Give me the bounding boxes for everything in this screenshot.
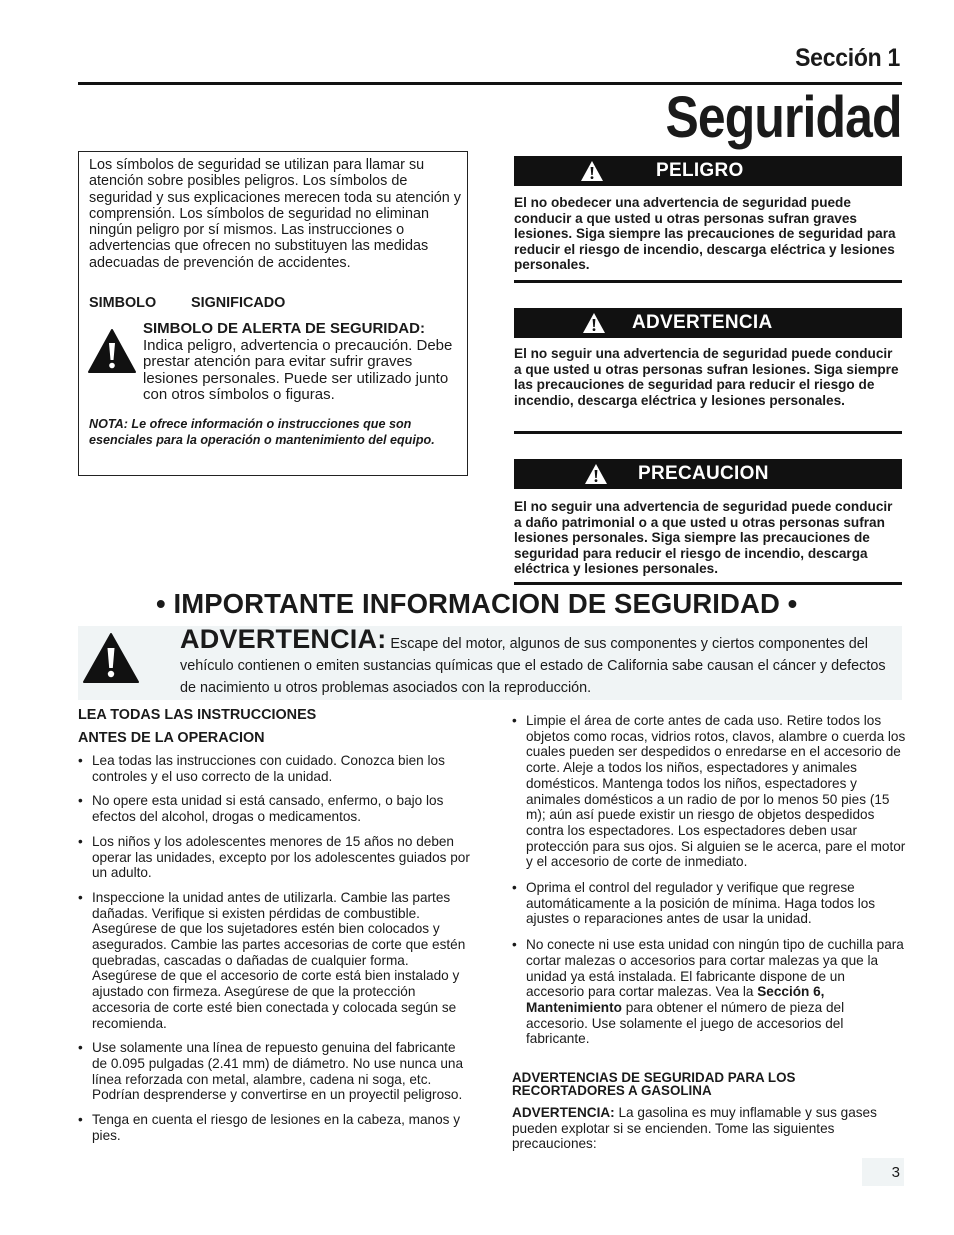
safety-alert-icon [82,632,140,684]
signal-rule [514,280,902,283]
signal-description: El no obedecer una advertencia de seguridad puede conducir a que usted u otras personas sufran graves lesiones. Siga siempre las precauciones de seguridad para reducir el riesgo de incendio, descarga eléctrica y lesiones personales. [514,195,896,273]
signal-description: El no seguir una advertencia de seguridad puede conducir a daño patrimonial o a que usted u otras personas sufran lesiones personales. Siga siempre las precauciones de seguridad para reducir el riesgo de incendio, descarga eléctrica y lesiones personales. [514,499,893,577]
page-number: 3 [862,1158,904,1186]
symbols-note: NOTA: Le ofrece información o instrucciones que son esenciales para la operación o mantenimiento del equipo. [89,417,435,447]
operation-safety-list [78,753,470,1152]
list-item: • Use solamente una línea de repuesto genuina del fabricante de 0.095 pulgadas (2.41 mm) de diámetro. No use nunca una línea reforzada con metal, alambre, cadena ni soga, etc. Podrían desprenderse y convertirse en un proyectil peligroso. [78,1040,470,1103]
warning-triangle-icon [584,463,608,485]
list-item: • No opere esta unidad si está cansado, enfermo, o bajo los efectos del alcohol, drogas o medicamentos. [78,793,470,824]
gasoline-warnings-heading: ADVERTENCIAS DE SEGURIDAD PARA LOS RECORTADORES A GASOLINA [512,1070,796,1099]
signal-bar [514,308,902,338]
california-warning [180,624,904,699]
list-item [512,937,906,1047]
gasoline-warning [512,1105,904,1152]
list-item-text: para obtener el número de pieza del accesorio. Use solamente el juego de accesorios del fabricante. [526,999,845,1047]
read-instructions-heading: LEA TODAS LAS INSTRUCCIONES [78,707,317,723]
important-safety-title: • IMPORTANTE INFORMACION DE SEGURIDAD • [156,588,798,619]
section-label: Sección 1 [795,44,900,72]
warning-text: Escape del motor, algunos de sus componentes y ciertos componentes del vehículo contienen o emiten sustancias químicas que el estado de California sabe causan el cáncer y defectos de nacimiento u otros problemas asociados con la reproducción. [180,636,886,696]
list-item: • Oprima el control del regulador y verifique que regrese automáticamente a la posición de mínima. Haga todos los ajustes o reparaciones antes de usar la unidad. [512,880,906,927]
signal-word: PELIGRO [656,160,744,181]
symbol-column-header: SIMBOLO [89,295,157,311]
list-item: • Inspeccione la unidad antes de utilizarla. Cambie las partes dañadas. Verifique si existen pérdidas de combustible. Asegúrese de que los sujetadores estén bien colocados y asegurados. Cambie las partes accesorias de corte que estén quebradas, cascadas o dañadas de cualquier forma. Asegúrese de que el accesorio de corte está bien instalado y ajustado con firmeza. Asegúrese de que la protección accesoria de corte esté bien conectada y colocada según se recomienda. [78,890,470,1031]
signal-rule [514,431,902,434]
alert-symbol-title: SIMBOLO DE ALERTA DE SEGURIDAD: [143,320,425,337]
list-item: • Lea todas las instrucciones con cuidado. Conozca bien los controles y el uso correcto de la unidad. [78,753,470,784]
section-reference: Sección 6, Mantenimiento [526,984,825,1015]
list-item-text: No conecte ni use esta unidad con ningún tipo de cuchilla para cortar malezas o accesorios para cortar malezas ya que la unidad ya está instalada. El fabricante dispone de un accesorio para cortar malezas. Vea la [526,937,904,1000]
list-item: • Los niños y los adolescentes menores de 15 años no deben operar las unidades, excepto por los adolescentes guiados por un adulto. [78,834,470,881]
signal-word: PRECAUCION [638,463,769,484]
signal-rule [514,582,902,585]
signal-word: ADVERTENCIA [632,312,773,333]
safety-symbols-box [78,151,468,476]
signal-bar [514,459,902,489]
gasoline-warning-word: ADVERTENCIA: [512,1105,615,1120]
operation-safety-list-continued [512,713,906,1057]
list-item: • Tenga en cuenta el riesgo de lesiones en la cabeza, manos y pies. [78,1112,470,1143]
before-operation-heading: ANTES DE LA OPERACION [78,730,265,746]
symbols-intro: Los símbolos de seguridad se utilizan para llamar su atención sobre posibles peligros. Los símbolos de seguridad y sus explicaciones merecen toda su atención y comprensión. Los símbolos de seguridad no eliminan ningún peligro por sí mismos. Las instrucciones o advertencias que ofrecen no substituyen las medidas adecuadas de prevención de accidentes. [89,157,461,271]
warning-word: ADVERTENCIA: [180,624,387,654]
gasoline-warning-text: La gasolina es muy inflamable y sus gases pueden explotar si se encienden. Tome las siguientes precauciones: [512,1105,877,1152]
warning-triangle-icon [582,312,606,334]
list-item: • Limpie el área de corte antes de cada uso. Retire todos los objetos como rocas, vidrios rotos, clavos, alambre o cuerda los cuales pueden ser despedidos o enredarse en el accesorio de corte. Aleje a todos los niños, espectadores y animales domésticos. Mantenga todos los niños, espectadores y animales domésticos a un radio de por lo menos 50 pies (15 m); aún así puede existir un riesgo de objetos despedidos contra los espectadores. Los espectadores deben usar protección para sus ojos. Si alguien se le acerca, pare el motor y el accesorio de corte de inmediato. [512,713,906,870]
safety-alert-icon [87,328,137,374]
alert-symbol-text: Indica peligro, advertencia o precaución. Debe prestar atención para evitar sufrir graves lesiones personales. Puede ser utilizado junto con otros símbolos o figuras. [143,336,453,404]
signal-description: El no seguir una advertencia de seguridad puede conducir a que usted u otras personas sufran lesiones. Siga siempre las precauciones de seguridad para reducir el riesgo de incendio, descarga eléctrica y lesiones personales. [514,346,899,408]
signal-bar [514,156,902,186]
page-title: Seguridad [665,85,902,150]
warning-triangle-icon [580,160,604,182]
alert-symbol-description [143,321,465,404]
meaning-column-header: SIGNIFICADO [191,295,286,311]
